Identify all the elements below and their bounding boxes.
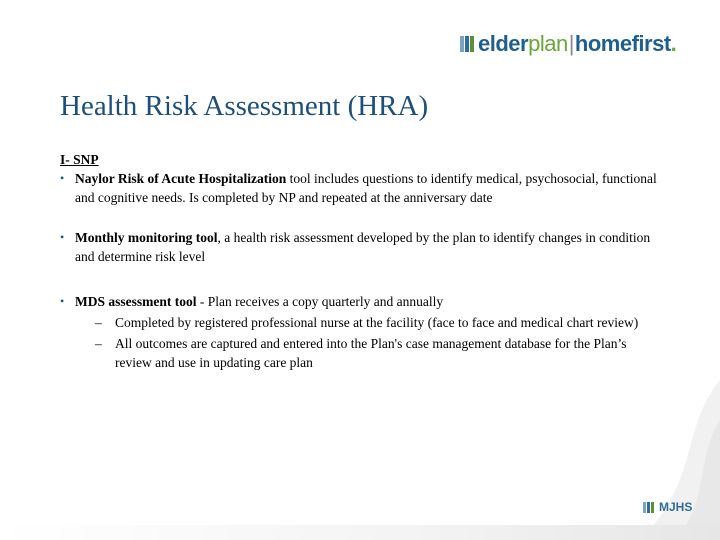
bullet-mds-bold: MDS assessment tool xyxy=(75,294,197,309)
logo-elder: elder xyxy=(478,31,529,56)
section-heading: I- SNP xyxy=(60,152,99,167)
logo-homefirst: homefirst xyxy=(574,31,671,56)
logo-wordmark xyxy=(478,33,676,55)
bullet-naylor-bold: Naylor Risk of Acute Hospitalization xyxy=(75,171,287,186)
bullet-monthly-text: , a health risk assessment developed by the plan to identify changes in condition and determine risk level xyxy=(75,230,651,264)
slide-title: Health Risk Assessment (HRA) xyxy=(60,90,429,122)
logo-dot: . xyxy=(670,31,677,56)
mjhs-logo xyxy=(643,500,692,514)
dash-marker: – xyxy=(95,315,102,330)
dash-marker: – xyxy=(95,336,102,351)
subitem-completed-text: Completed by registered professional nurse at the facility (face to face and medical chart review) xyxy=(115,315,639,330)
slide-body xyxy=(60,150,660,372)
bullet-naylor-text: tool includes questions to identify medical, psychosocial, functional and cognitive needs. Is completed by NP and repeated at the anniversary date xyxy=(75,171,657,205)
bullet-naylor xyxy=(60,169,660,207)
bullet-monthly xyxy=(60,228,660,266)
logo-separator: | xyxy=(568,31,574,56)
subitem-completed xyxy=(60,313,660,332)
mjhs-wordmark: MJHS xyxy=(659,500,693,514)
subitem-outcomes-text: All outcomes are captured and entered into the Plan's case management database for the Plan’s review and use in updating care plan xyxy=(115,336,627,370)
bullet-mds xyxy=(60,292,660,311)
bullet-mds-text: - Plan receives a copy quarterly and annually xyxy=(196,294,444,309)
elderplan-homefirst-logo xyxy=(460,30,696,58)
footer-band xyxy=(0,525,720,540)
logo-bars-icon xyxy=(460,36,476,52)
logo-plan: plan xyxy=(528,31,568,56)
bullet-monthly-bold: Monthly monitoring tool xyxy=(75,230,218,245)
subitem-outcomes xyxy=(60,334,660,372)
mjhs-bars-icon xyxy=(643,502,657,513)
